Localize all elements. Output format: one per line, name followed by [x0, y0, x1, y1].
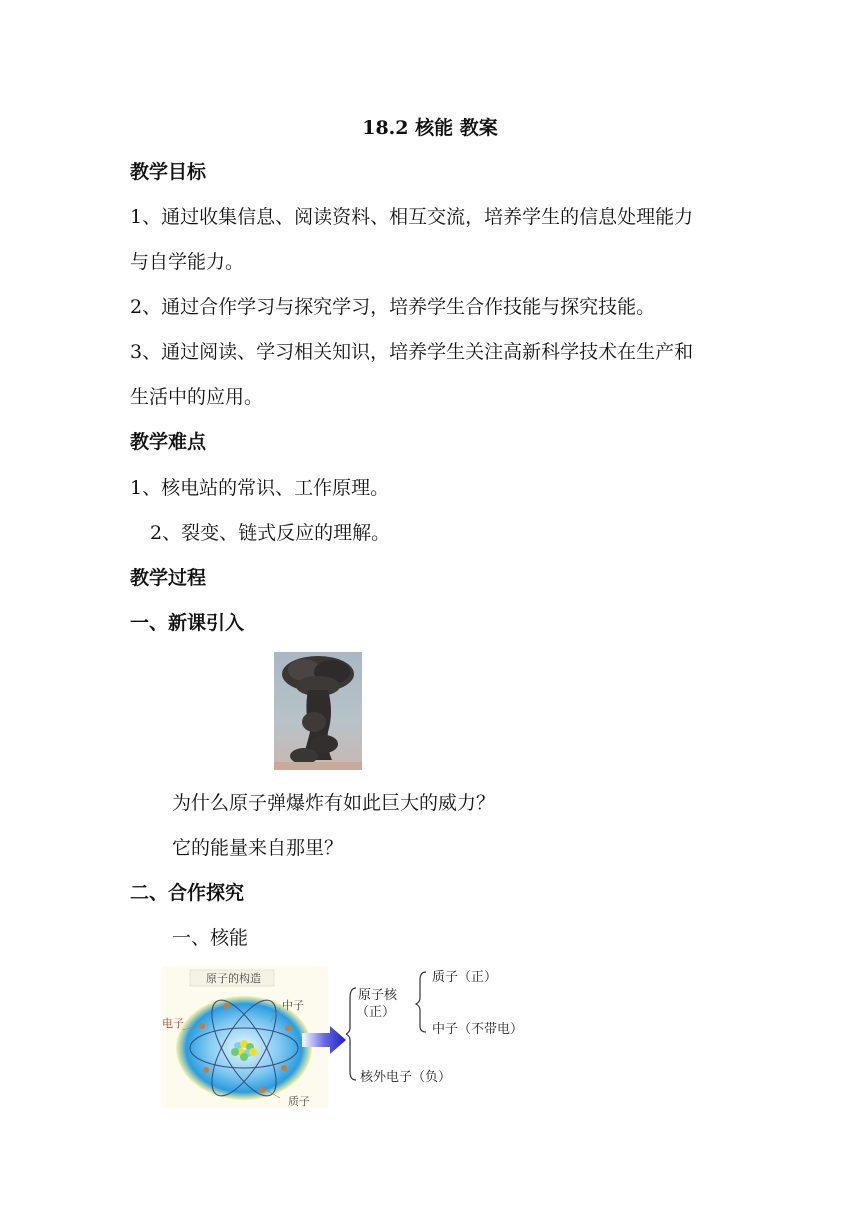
branch-electron: 核外电子（负） — [360, 1070, 452, 1085]
goal-3-line-1: 3、通过阅读、学习相关知识，培养学生关注高新科学技术在生产和 — [130, 341, 694, 363]
question-1: 为什么原子弹爆炸有如此巨大的威力？ — [172, 792, 496, 814]
atom-label-neutron: 中子 — [282, 999, 304, 1012]
goal-1-line-2: 与自学能力。 — [130, 251, 245, 273]
question-2: 它的能量来自那里？ — [172, 837, 344, 859]
nucleus-label-line-2: （正） — [356, 1005, 396, 1020]
heading-part-2-explore: 二、合作探究 — [130, 882, 245, 904]
heading-teaching-goals: 教学目标 — [130, 161, 207, 183]
nucleus-label-line-1: 原子核 — [358, 988, 398, 1003]
page-title: 18.2 核能 教案 — [362, 117, 498, 139]
subheading-nuclear-energy: 一、核能 — [172, 927, 249, 949]
goal-2: 2、通过合作学习与探究学习，培养学生合作技能与探究技能。 — [130, 296, 656, 318]
branch-proton: 质子（正） — [432, 970, 498, 985]
difficulty-2: 2、裂变、链式反应的理解。 — [150, 522, 391, 544]
atom-label-electron: 电子 — [162, 1017, 184, 1030]
right-arrow-icon — [302, 1026, 348, 1054]
heading-teaching-process: 教学过程 — [130, 567, 207, 589]
heading-part-1-intro: 一、新课引入 — [130, 612, 245, 634]
mushroom-cloud-photo — [274, 652, 362, 770]
heading-teaching-difficulties: 教学难点 — [130, 431, 207, 453]
atom-image-caption: 原子的构造 — [206, 972, 261, 985]
atom-label-proton: 质子 — [288, 1095, 310, 1108]
difficulty-1: 1、核电站的常识、工作原理。 — [130, 477, 390, 499]
branch-neutron: 中子（不带电） — [432, 1022, 524, 1037]
goal-3-line-2: 生活中的应用。 — [130, 386, 264, 408]
goal-1-line-1: 1、通过收集信息、阅读资料、相互交流，培养学生的信息处理能力 — [130, 206, 694, 228]
